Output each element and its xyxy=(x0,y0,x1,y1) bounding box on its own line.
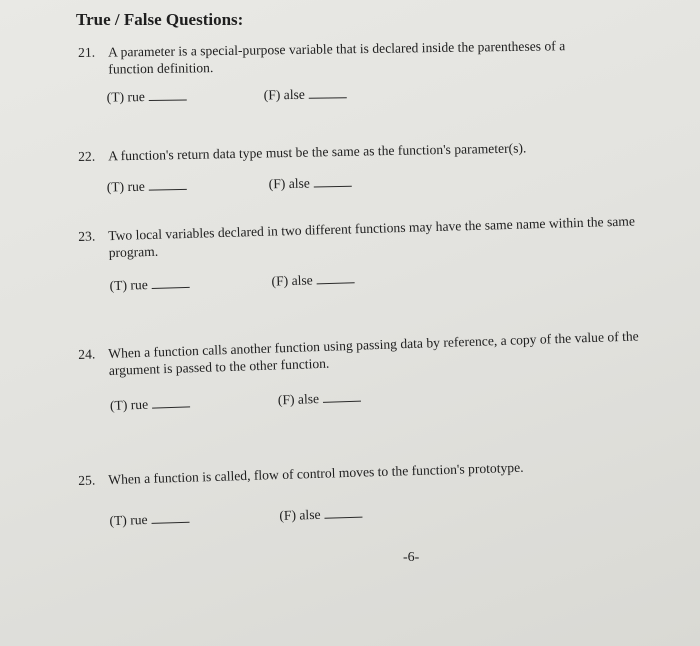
true-option[interactable] xyxy=(109,510,190,529)
true-label: (T) rue xyxy=(106,89,145,105)
false-label: (F) alse xyxy=(268,175,311,192)
question-text: Two local variables declared in two different functions may have the same name within the same program. xyxy=(108,213,636,261)
false-label: (F) alse xyxy=(271,272,313,289)
question-23 xyxy=(78,211,680,298)
true-label: (T) rue xyxy=(109,277,148,294)
answer-blank[interactable] xyxy=(314,175,352,188)
answer-blank[interactable] xyxy=(152,276,190,289)
page-title: True / False Questions: xyxy=(76,10,244,29)
answer-blank[interactable] xyxy=(309,86,347,99)
false-option[interactable] xyxy=(271,270,355,289)
answer-blank[interactable] xyxy=(151,511,189,524)
answer-blank[interactable] xyxy=(149,178,187,191)
question-number: 25. xyxy=(78,472,96,488)
false-option[interactable] xyxy=(278,389,362,409)
question-number: 21. xyxy=(78,44,96,60)
false-option[interactable] xyxy=(279,505,363,524)
question-number: 24. xyxy=(78,346,96,362)
true-option[interactable] xyxy=(110,394,191,414)
question-number: 23. xyxy=(78,228,96,244)
false-label: (F) alse xyxy=(277,391,320,408)
question-text: A function's return data type must be the same as the function's parameter(s). xyxy=(108,140,527,164)
answer-blank[interactable] xyxy=(149,88,187,101)
false-label: (F) alse xyxy=(279,506,321,524)
question-24 xyxy=(78,326,680,418)
answer-blank[interactable] xyxy=(316,271,354,284)
question-22 xyxy=(78,136,679,199)
question-text: A parameter is a special-purpose variable that is declared inside the parentheses of a function definition. xyxy=(108,38,566,77)
question-text: When a function calls another function using passing data by reference, a copy of the value of the argument is passed to the other function. xyxy=(108,328,639,378)
true-option[interactable] xyxy=(107,87,187,105)
answer-blank[interactable] xyxy=(152,395,190,408)
false-label: (F) alse xyxy=(263,86,305,103)
answer-blank[interactable] xyxy=(324,506,362,519)
true-label: (T) rue xyxy=(109,396,149,413)
false-option[interactable] xyxy=(269,174,352,193)
question-text: When a function is called, flow of control moves to the function's prototype. xyxy=(108,459,524,488)
true-label: (T) rue xyxy=(109,511,148,529)
true-option[interactable] xyxy=(109,275,190,294)
question-25 xyxy=(78,454,680,533)
question-number: 22. xyxy=(78,148,96,164)
false-option[interactable] xyxy=(264,85,347,103)
true-option[interactable] xyxy=(107,177,187,196)
answer-blank[interactable] xyxy=(323,390,361,403)
true-label: (T) rue xyxy=(106,178,146,195)
page-number: -6- xyxy=(403,550,420,565)
question-21 xyxy=(78,36,679,109)
